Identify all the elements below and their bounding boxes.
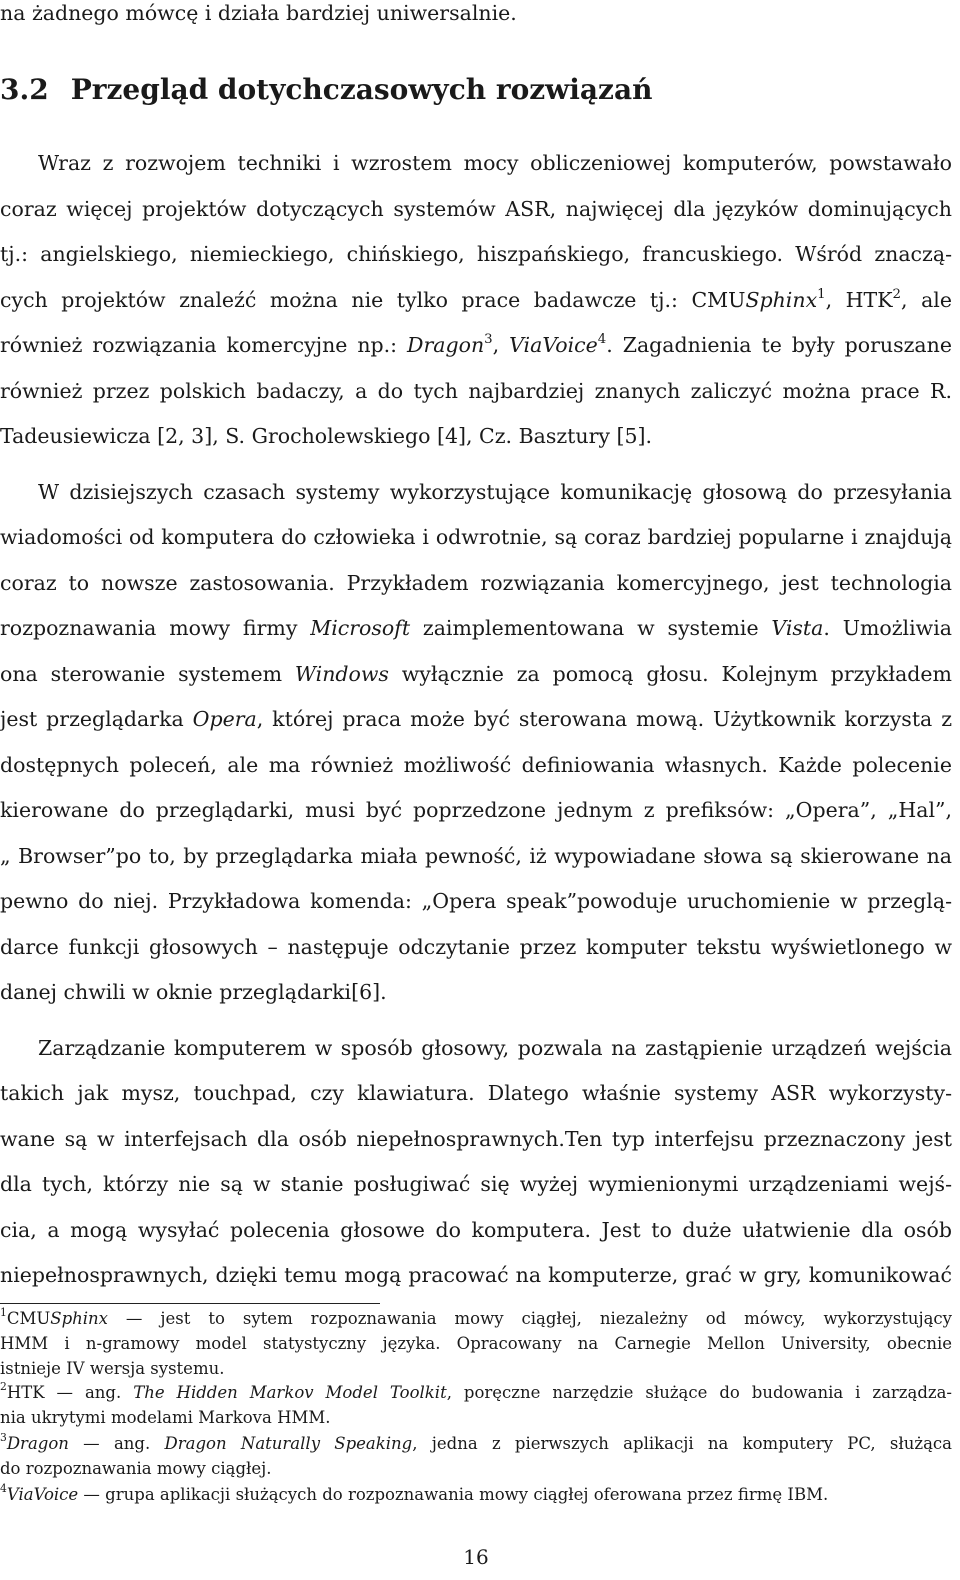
body-text-line: coraz to nowsze zastosowania. Przykładem rozwiązania komercyjnego, jest technologia (0, 571, 952, 595)
footnote-marker: 3 (0, 1431, 7, 1445)
footnote-marker: 2 (0, 1380, 7, 1394)
body-text-line: coraz więcej projektów dotyczących systemów ASR, najwięcej dla języków dominujących (0, 197, 952, 221)
footnote-ref: 2 (892, 286, 902, 302)
section-title: Przegląd dotychczasowych rozwiązań (70, 73, 653, 106)
footnote-marker: 4 (0, 1482, 7, 1496)
body-text-line: niepełnosprawnych, dzięki temu mogą pracować na komputerze, grać w gry, komunikować (0, 1263, 952, 1287)
footnote-line: $^1$CMUSphinx — jest to sytem rozpoznawania mowy ciągłej, niezależny od mówcy, wykorzystujący (0, 1306, 952, 1328)
body-text-line: tj.: angielskiego, niemieckiego, chińskiego, hiszpańskiego, francuskiego. Wśród znaczą- (0, 242, 952, 266)
viavoice-name: ViaVoice (509, 333, 598, 357)
page-number: 16 (463, 1545, 489, 1569)
body-text-line: darce funkcji głosowych – następuje odczytanie przez komputer tekstu wyświetlonego w (0, 935, 952, 959)
footnote-line: istnieje IV wersja systemu. (0, 1359, 225, 1378)
footnote-line: HMM i n-gramowy model statystyczny języka. Opracowany na Carnegie Mellon University, obecnie (0, 1334, 952, 1353)
footnote-ref: 1 (817, 286, 826, 302)
windows-name: Windows (294, 662, 389, 686)
footnote-ref: 3 (484, 331, 493, 347)
body-text-line: cia, a mogą wysyłać polecenia głosowe do komputera. Jest to duże ułatwienie dla osób (0, 1218, 952, 1242)
vista-name: Vista (771, 616, 824, 640)
body-text-line: również rozwiązania komercyjne np.: Dragon$^3$, ViaVoice$^4$. Zagadnienia te były poruszane (0, 331, 952, 357)
footnote-divider (0, 1303, 380, 1304)
footnote-marker: 1 (0, 1306, 7, 1320)
body-text-line: danej chwili w oknie przeglądarki[6]. (0, 980, 387, 1004)
footnote-line: $^3$Dragon — ang. Dragon Naturally Speaking, jedna z pierwszych aplikacji na komputery PC, służąca (0, 1431, 952, 1453)
body-text-line: pewno do niej. Przykładowa komenda: „Opera speak”powoduje uruchomienie w przeglą- (0, 889, 952, 913)
body-text-line: Zarządzanie komputerem w sposób głosowy, pozwala na zastąpienie urządzeń wejścia (38, 1036, 952, 1060)
body-text-line: dla tych, którzy nie są w stanie posługiwać się wyżej wymienionymi urządzeniami wejś- (0, 1172, 952, 1196)
body-text-line: na żadnego mówcę i działa bardziej uniwersalnie. (0, 1, 517, 25)
body-text-line: wane są w interfejsach dla osób niepełnosprawnych.Ten typ interfejsu przeznaczony jest (0, 1127, 952, 1151)
sphinx-name: Sphinx (745, 288, 818, 312)
footnote-line: $^4$ViaVoice — grupa aplikacji służących do rozpoznawania mowy ciągłej oferowana przez firmę IBM. (0, 1482, 829, 1504)
footnote-line: do rozpoznawania mowy ciągłej. (0, 1459, 272, 1478)
body-text-line: jest przeglądarka Opera, której praca może być sterowana mową. Użytkownik korzysta z (0, 707, 952, 731)
body-text-line: cych projektów znaleźć można nie tylko prace badawcze tj.: CMUSphinx$^1$, HTK$^2$, ale (0, 286, 952, 312)
body-text-line: „ Browser”po to, by przeglądarka miała pewność, iż wypowiadane słowa są skierowane na (0, 844, 952, 868)
opera-name: Opera (192, 707, 257, 731)
body-text-line: kierowane do przeglądarki, musi być poprzedzone jednym z prefiksów: „Opera”, „Hal”, (0, 798, 952, 822)
body-text-line: wiadomości od komputera do człowieka i odwrotnie, są coraz bardziej popularne i znajdują (0, 525, 952, 549)
microsoft-name: Microsoft (310, 616, 411, 640)
body-text-line: dostępnych poleceń, ale ma również możliwość definiowania własnych. Każde polecenie (0, 753, 952, 777)
body-text-line: W dzisiejszych czasach systemy wykorzystujące komunikację głosową do przesyłania (38, 480, 952, 504)
footnote-ref: 4 (597, 331, 607, 347)
body-text-line: Tadeusiewicza [2, 3], S. Grocholewskiego [4], Cz. Basztury [5]. (0, 424, 653, 448)
body-text-line: rozpoznawania mowy firmy Microsoft zaimplementowana w systemie Vista. Umożliwia (0, 616, 952, 640)
footnote-line: nia ukrytymi modelami Markova HMM. (0, 1408, 331, 1427)
footnote-line: $^2$HTK — ang. The Hidden Markov Model Toolkit, poręczne narzędzie służące do budowania i zarządza- (0, 1380, 952, 1402)
body-text-line: Wraz z rozwojem techniki i wzrostem mocy obliczeniowej komputerów, powstawało (38, 151, 952, 175)
dragon-name: Dragon (407, 333, 485, 357)
body-text-line: takich jak mysz, touchpad, czy klawiatura. Dlatego właśnie systemy ASR wykorzysty- (0, 1081, 952, 1105)
body-text-line: również przez polskich badaczy, a do tych najbardziej znanych zaliczyć można prace R. (0, 379, 952, 403)
section-number: 3.2 (0, 73, 49, 106)
section-heading (0, 73, 652, 106)
body-text-line: ona sterowanie systemem Windows wyłącznie za pomocą głosu. Kolejnym przykładem (0, 662, 952, 686)
